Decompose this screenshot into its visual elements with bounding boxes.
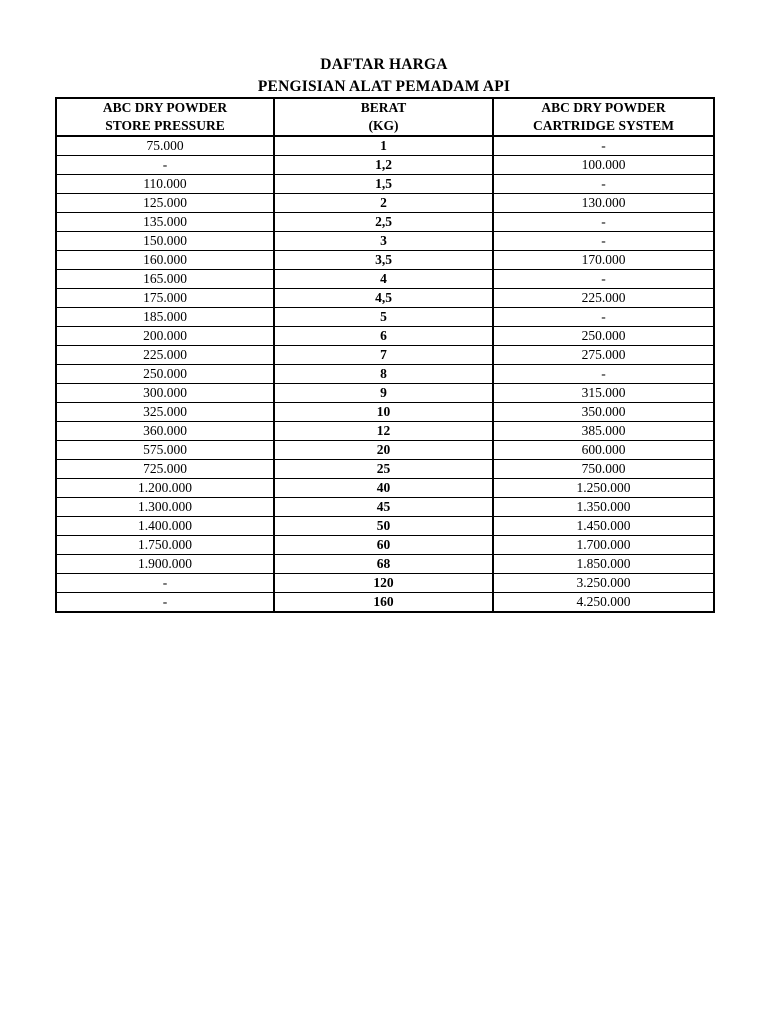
weight-cell: 25 <box>274 460 493 479</box>
weight-cell: 12 <box>274 422 493 441</box>
table-row <box>56 289 714 308</box>
header-cartridge-system <box>493 98 714 136</box>
table-row <box>56 136 714 156</box>
cartridge-system-price-cell: 600.000 <box>493 441 714 460</box>
weight-cell: 1 <box>274 136 493 156</box>
store-pressure-price-cell: 575.000 <box>56 441 274 460</box>
cartridge-system-price-cell: 350.000 <box>493 403 714 422</box>
store-pressure-price-cell: 165.000 <box>56 270 274 289</box>
cartridge-system-price-cell: 385.000 <box>493 422 714 441</box>
store-pressure-price-cell: - <box>56 593 274 613</box>
table-row <box>56 213 714 232</box>
store-pressure-price-cell: - <box>56 574 274 593</box>
store-pressure-price-cell: 125.000 <box>56 194 274 213</box>
table-row <box>56 574 714 593</box>
table-row <box>56 156 714 175</box>
cartridge-system-price-cell: 4.250.000 <box>493 593 714 613</box>
store-pressure-price-cell: 1.200.000 <box>56 479 274 498</box>
store-pressure-price-cell: 110.000 <box>56 175 274 194</box>
store-pressure-price-cell: 325.000 <box>56 403 274 422</box>
table-row <box>56 308 714 327</box>
cartridge-system-price-cell: 1.350.000 <box>493 498 714 517</box>
weight-cell: 160 <box>274 593 493 613</box>
store-pressure-price-cell: 185.000 <box>56 308 274 327</box>
cartridge-system-price-cell: - <box>493 270 714 289</box>
table-row <box>56 460 714 479</box>
weight-cell: 68 <box>274 555 493 574</box>
store-pressure-price-cell: 75.000 <box>56 136 274 156</box>
cartridge-system-price-cell: 1.700.000 <box>493 536 714 555</box>
table-row <box>56 517 714 536</box>
weight-cell: 50 <box>274 517 493 536</box>
header-weight <box>274 98 493 136</box>
weight-cell: 3 <box>274 232 493 251</box>
store-pressure-price-cell: 160.000 <box>56 251 274 270</box>
weight-cell: 10 <box>274 403 493 422</box>
cartridge-system-price-cell: 3.250.000 <box>493 574 714 593</box>
cartridge-system-price-cell: 100.000 <box>493 156 714 175</box>
store-pressure-price-cell: 725.000 <box>56 460 274 479</box>
cartridge-system-price-cell: 315.000 <box>493 384 714 403</box>
table-row <box>56 403 714 422</box>
weight-cell: 9 <box>274 384 493 403</box>
weight-cell: 120 <box>274 574 493 593</box>
cartridge-system-price-cell: - <box>493 213 714 232</box>
weight-cell: 2 <box>274 194 493 213</box>
weight-cell: 20 <box>274 441 493 460</box>
weight-cell: 4 <box>274 270 493 289</box>
store-pressure-price-cell: 1.750.000 <box>56 536 274 555</box>
cartridge-system-price-cell: - <box>493 175 714 194</box>
header-line: CARTRIDGE SYSTEM <box>533 118 674 133</box>
header-line: BERAT <box>360 100 407 115</box>
document-subtitle: PENGISIAN ALAT PEMADAM API <box>257 78 511 95</box>
store-pressure-price-cell: 135.000 <box>56 213 274 232</box>
table-row <box>56 441 714 460</box>
weight-cell: 45 <box>274 498 493 517</box>
cartridge-system-price-cell: 750.000 <box>493 460 714 479</box>
weight-cell: 6 <box>274 327 493 346</box>
header-line: (KG) <box>368 118 399 133</box>
cartridge-system-price-cell: - <box>493 232 714 251</box>
weight-cell: 4,5 <box>274 289 493 308</box>
table-row <box>56 327 714 346</box>
cartridge-system-price-cell: - <box>493 136 714 156</box>
weight-cell: 7 <box>274 346 493 365</box>
weight-cell: 1,5 <box>274 175 493 194</box>
table-row <box>56 251 714 270</box>
table-row <box>56 479 714 498</box>
table-row <box>56 536 714 555</box>
table-row <box>56 232 714 251</box>
cartridge-system-price-cell: 1.450.000 <box>493 517 714 536</box>
cartridge-system-price-cell: - <box>493 365 714 384</box>
table-row <box>56 555 714 574</box>
table-body <box>56 136 714 612</box>
cartridge-system-price-cell: - <box>493 308 714 327</box>
store-pressure-price-cell: 1.300.000 <box>56 498 274 517</box>
cartridge-system-price-cell: 1.850.000 <box>493 555 714 574</box>
weight-cell: 40 <box>274 479 493 498</box>
header-line: ABC DRY POWDER <box>102 100 228 115</box>
cartridge-system-price-cell: 225.000 <box>493 289 714 308</box>
weight-cell: 2,5 <box>274 213 493 232</box>
header-line: ABC DRY POWDER <box>541 100 666 115</box>
header-line: STORE PRESSURE <box>105 118 225 133</box>
store-pressure-price-cell: 360.000 <box>56 422 274 441</box>
table-row <box>56 384 714 403</box>
cartridge-system-price-cell: 170.000 <box>493 251 714 270</box>
store-pressure-price-cell: 200.000 <box>56 327 274 346</box>
weight-cell: 1,2 <box>274 156 493 175</box>
table-row <box>56 270 714 289</box>
table-row <box>56 498 714 517</box>
table-header-row <box>56 98 714 136</box>
store-pressure-price-cell: 300.000 <box>56 384 274 403</box>
table-row <box>56 175 714 194</box>
document-title: DAFTAR HARGA <box>320 56 448 73</box>
store-pressure-price-cell: 1.900.000 <box>56 555 274 574</box>
weight-cell: 3,5 <box>274 251 493 270</box>
cartridge-system-price-cell: 1.250.000 <box>493 479 714 498</box>
table-row <box>56 194 714 213</box>
store-pressure-price-cell: 150.000 <box>56 232 274 251</box>
weight-cell: 5 <box>274 308 493 327</box>
cartridge-system-price-cell: 250.000 <box>493 327 714 346</box>
table-row <box>56 593 714 613</box>
cartridge-system-price-cell: 275.000 <box>493 346 714 365</box>
store-pressure-price-cell: 225.000 <box>56 346 274 365</box>
table-row <box>56 365 714 384</box>
cartridge-system-price-cell: 130.000 <box>493 194 714 213</box>
store-pressure-price-cell: - <box>56 156 274 175</box>
store-pressure-price-cell: 1.400.000 <box>56 517 274 536</box>
store-pressure-price-cell: 175.000 <box>56 289 274 308</box>
header-store-pressure <box>56 98 274 136</box>
weight-cell: 60 <box>274 536 493 555</box>
price-table <box>55 97 715 613</box>
store-pressure-price-cell: 250.000 <box>56 365 274 384</box>
weight-cell: 8 <box>274 365 493 384</box>
table-row <box>56 422 714 441</box>
table-row <box>56 346 714 365</box>
